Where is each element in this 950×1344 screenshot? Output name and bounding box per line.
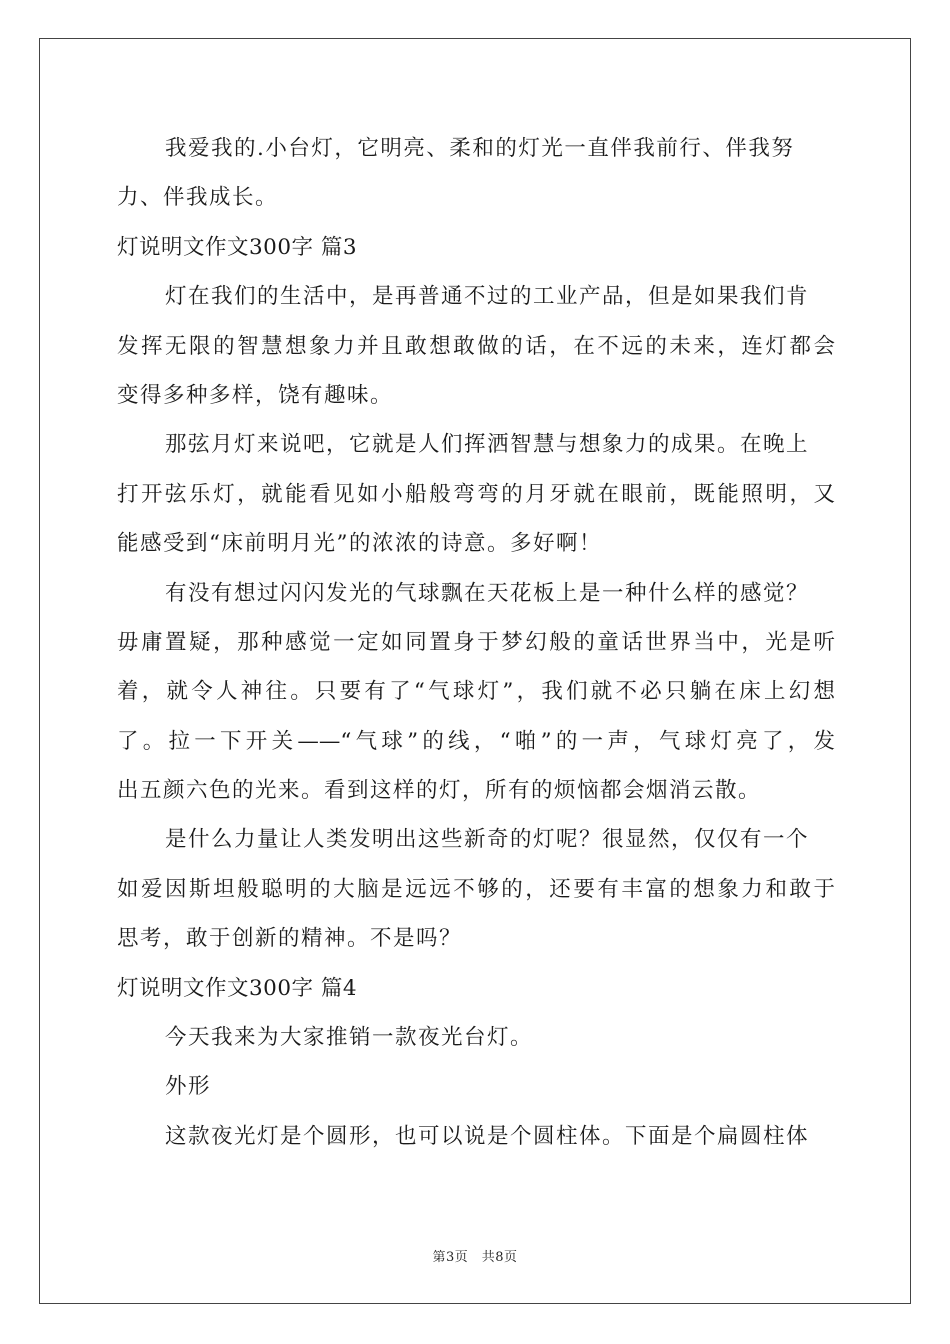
- paragraph-line: 力、伴我成长。: [117, 185, 279, 211]
- paragraph-line: 有没有想过闪闪发光的气球飘在天花板上是一种什么样的感觉？: [165, 580, 810, 606]
- paragraph-line: 如爱因斯坦般聪明的大脑是远远不够的，还要有丰富的想象力和敢于: [117, 876, 835, 902]
- page-number: 第3页 共8页: [432, 1250, 518, 1265]
- paragraph-line: 灯在我们的生活中，是再普通不过的工业产品，但是如果我们肯: [165, 284, 810, 310]
- paragraph-line: 这款夜光灯是个圆形，也可以说是个圆柱体。下面是个扁圆柱体: [165, 1123, 810, 1149]
- paragraph-line: 出五颜六色的光来。看到这样的灯，所有的烦恼都会烟消云散。: [117, 778, 762, 804]
- section-heading: 灯说明文作文300字 篇4: [117, 975, 358, 1001]
- paragraph-line: 那弦月灯来说吧，它就是人们挥洒智慧与想象力的成果。在晚上: [165, 432, 810, 458]
- paragraph-line: 思考，敢于创新的精神。不是吗？: [117, 926, 463, 952]
- paragraph-line: 变得多种多样，饶有趣味。: [117, 382, 394, 408]
- paragraph-line: 我爱我的.小台灯，它明亮、柔和的灯光一直伴我前行、伴我努: [165, 136, 795, 161]
- paragraph-line: 发挥无限的智慧想象力并且敢想敢做的话，在不远的未来，连灯都会: [117, 333, 835, 359]
- paragraph-line: 了。拉一下开关——“气球”的线，“啪”的一声，气球灯亮了，发: [117, 728, 835, 754]
- document-body: [117, 124, 835, 1161]
- paragraph-line: 今天我来为大家推销一款夜光台灯。: [165, 1025, 534, 1051]
- paragraph-line: 能感受到“床前明月光”的浓浓的诗意。多好啊！: [117, 531, 602, 557]
- paragraph-line: 打开弦乐灯，就能看见如小船般弯弯的月牙就在眼前，既能照明，又: [117, 481, 835, 507]
- section-heading: 灯说明文作文300字 篇3: [117, 234, 358, 260]
- paragraph-line: 是什么力量让人类发明出这些新奇的灯呢？很显然，仅仅有一个: [165, 827, 810, 853]
- paragraph-line: 毋庸置疑，那种感觉一定如同置身于梦幻般的童话世界当中，光是听: [117, 629, 835, 655]
- subheading: 外形: [165, 1074, 212, 1100]
- paragraph-line: 着，就令人神往。只要有了“气球灯”，我们就不必只躺在床上幻想: [117, 679, 835, 705]
